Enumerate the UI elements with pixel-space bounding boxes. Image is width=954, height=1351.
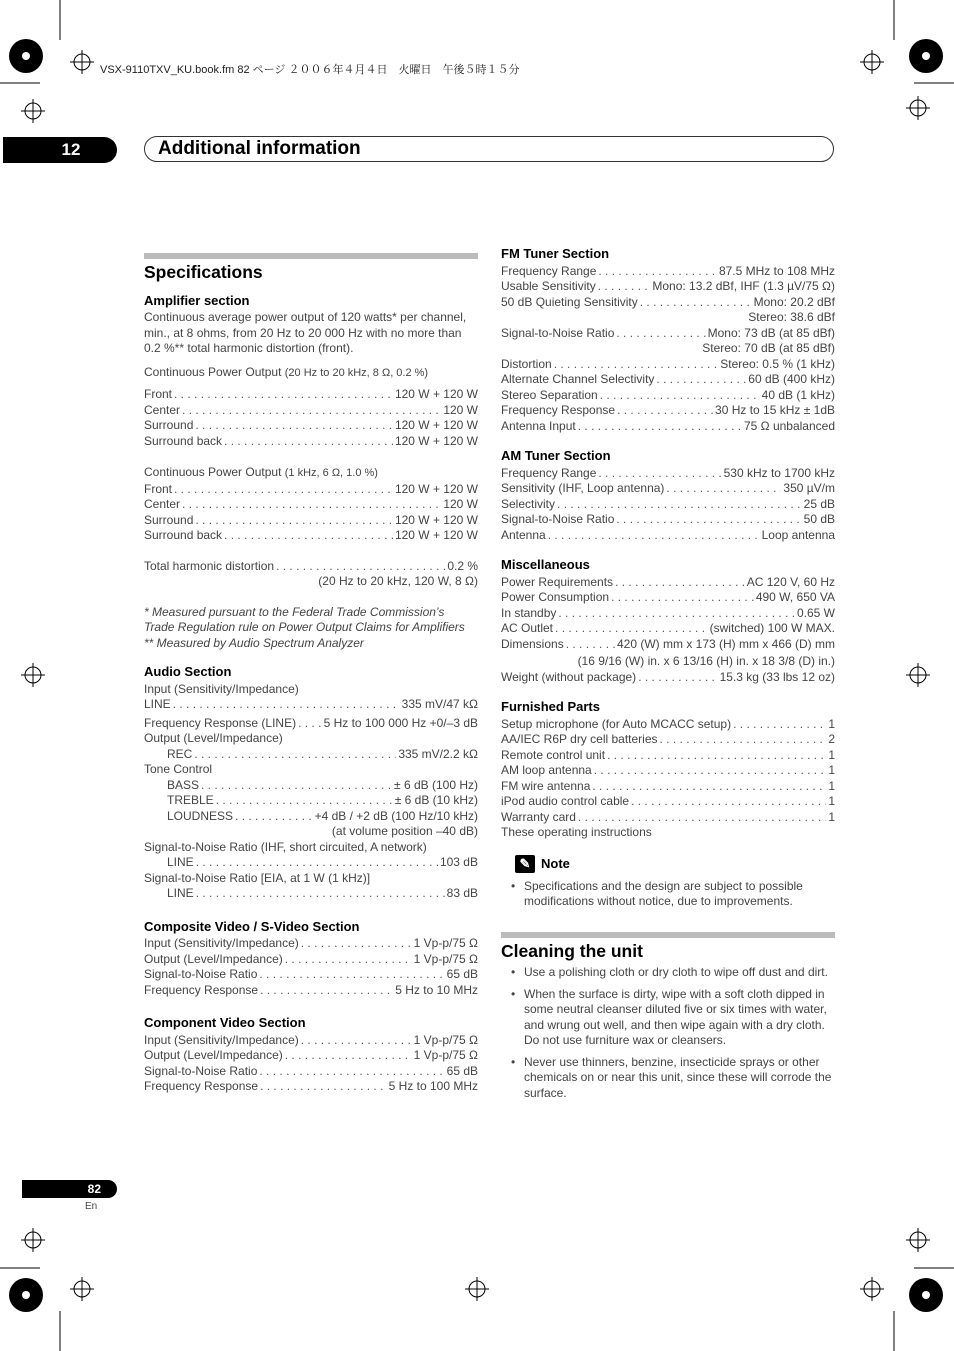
chapter-number-tab [3, 137, 117, 163]
amplifier-heading: Amplifier section [144, 292, 250, 308]
spec-row: Dimensions . . . 420 (W) mm x 173 (H) mm x 466 (D) mm [501, 637, 835, 653]
spec-row: Power Requirements . . . AC 120 V, 60 Hz [501, 575, 835, 591]
spec-row: LINE . . . 83 dB [144, 886, 478, 902]
audio-input-label: Input (Sensitivity/Impedance) [144, 681, 299, 696]
spec-row: Sensitivity (IHF, Loop antenna) . . . 350 µV/m [501, 481, 835, 497]
spec-row: AC Outlet . . . (switched) 100 W MAX. [501, 621, 835, 637]
right-column [501, 246, 835, 1107]
cleaning-list [501, 965, 835, 1101]
spec-row: 50 dB Quieting Sensitivity . . . Mono: 20.2 dBf [501, 295, 835, 311]
spec-row: FM wire antenna . . . 1 [501, 779, 835, 795]
spec-row: Power Consumption . . . 490 W, 650 VA [501, 590, 835, 606]
spec-row: BASS . . . ± 6 dB (100 Hz) [144, 778, 478, 794]
spec-row: Remote control unit . . . 1 [501, 748, 835, 764]
spec-row: LINE . . . 103 dB [144, 855, 478, 871]
thd-row: Total harmonic distortion . . . 0.2 % [144, 559, 478, 575]
cleaning-title: Cleaning the unit [501, 940, 643, 961]
spec-row: Stereo Separation . . . 40 dB (1 kHz) [501, 388, 835, 404]
fm-heading: FM Tuner Section [501, 246, 610, 261]
spec-row: In standby . . . 0.65 W [501, 606, 835, 622]
spec-row: Frequency Response . . . 5 Hz to 10 MHz [144, 983, 478, 999]
spec-row: Frequency Response . . . 5 Hz to 100 MHz [144, 1079, 478, 1095]
spec-row: Distortion . . . Stereo: 0.5 % (1 kHz) [501, 357, 835, 373]
footnote-2: ** Measured by Audio Spectrum Analyzer [144, 635, 364, 650]
spec-row: LINE . . . 335 mV/47 kΩ [144, 697, 478, 713]
tone-control-label: Tone Control [144, 762, 213, 776]
list-item: • Specifications and the design are subject to possible modifications without notice, due to improvements. [501, 879, 835, 910]
dimensions-inches: (16 9/16 (W) in. x 6 13/16 (H) in. x 18 3/8 (D) in.) [577, 654, 835, 668]
cpo2-heading: Continuous Power Output (1 kHz, 6 Ω, 1.0 %) [144, 465, 378, 479]
quieting-stereo: Stereo: 38.6 dBf [748, 310, 835, 324]
pencil-icon: ✎ [515, 855, 535, 873]
spec-row: Output (Level/Impedance) . . . 1 Vp-p/75 Ω [144, 1048, 478, 1064]
component-table [144, 1033, 478, 1095]
cpo1-table [144, 387, 478, 449]
spec-row: Setup microphone (for Auto MCACC setup) . . . 1 [501, 717, 835, 733]
spec-row: Weight (without package) . . . 15.3 kg (33 lbs 12 oz) [501, 670, 835, 686]
snr1-label: Signal-to-Noise Ratio (IHF, short circuited, A network) [144, 839, 427, 854]
component-heading: Component Video Section [144, 1015, 306, 1030]
chapter-title: Additional information [144, 136, 834, 162]
spec-row: Selectivity . . . 25 dB [501, 497, 835, 513]
spec-row: Surround back . . . 120 W + 120 W [144, 528, 478, 544]
spec-row: Front . . . 120 W + 120 W [144, 482, 478, 498]
spec-row: Frequency Response (LINE) . . . 5 Hz to 100 000 Hz +0/–3 dB [144, 716, 478, 732]
footnote-1: * Measured pursuant to the Federal Trade Commission’s Trade Regulation rule on Power Output Claims for Amplifiers [144, 604, 465, 634]
specifications-title: Specifications [144, 262, 263, 282]
spec-row: iPod audio control cable . . . 1 [501, 794, 835, 810]
spec-row: Center . . . 120 W [144, 497, 478, 513]
spec-row: Signal-to-Noise Ratio . . . 65 dB [144, 1064, 478, 1080]
spec-row: Front . . . 120 W + 120 W [144, 387, 478, 403]
amplifier-intro: Continuous average power output of 120 watts* per channel, min., at 8 ohms, from 20 Hz to 20 000 Hz with no more than 0.2 %** total harmonic distortion (front). [144, 310, 467, 355]
thd-condition: (20 Hz to 20 kHz, 120 W, 8 Ω) [318, 574, 478, 588]
audio-output-label: Output (Level/Impedance) [144, 731, 283, 745]
loudness-condition: (at volume position –40 dB) [331, 824, 478, 838]
snr-stereo: Stereo: 70 dB (at 85 dBf) [702, 341, 835, 355]
section-rule [144, 253, 478, 259]
audio-heading: Audio Section [144, 664, 232, 679]
spec-row: REC . . . 335 mV/2.2 kΩ [144, 747, 478, 763]
list-item: • Never use thinners, benzine, insecticide sprays or other chemicals on or near this unit, since these will corrode the surface. [501, 1055, 835, 1102]
spec-row: Usable Sensitivity . . . Mono: 13.2 dBf, IHF (1.3 µV/75 Ω) [501, 279, 835, 295]
misc-heading: Miscellaneous [501, 557, 590, 572]
furnished-heading: Furnished Parts [501, 699, 600, 714]
composite-heading: Composite Video / S-Video Section [144, 918, 360, 934]
spec-row: Frequency Range . . . 530 kHz to 1700 kHz [501, 466, 835, 482]
spec-row: Input (Sensitivity/Impedance) . . . 1 Vp-p/75 Ω [144, 936, 478, 952]
spec-row: Warranty card . . . 1 [501, 810, 835, 826]
book-file-line: VSX-9110TXV_KU.book.fm 82 ページ ２００６年４月４日 火曜日 午後５時１５分 [100, 64, 520, 76]
spec-row: Frequency Response . . . 30 Hz to 15 kHz ± 1dB [501, 403, 835, 419]
spec-row: Surround back . . . 120 W + 120 W [144, 434, 478, 450]
spec-row: Center . . . 120 W [144, 403, 478, 419]
cpo1-heading: Continuous Power Output (20 Hz to 20 kHz, 8 Ω, 0.2 %) [144, 364, 429, 379]
spec-row: Surround . . . 120 W + 120 W [144, 513, 478, 529]
left-column [144, 253, 478, 1095]
spec-row: AM loop antenna . . . 1 [501, 763, 835, 779]
section-rule [501, 932, 835, 938]
spec-row: Signal-to-Noise Ratio . . . Mono: 73 dB (at 85 dBf) [501, 326, 835, 342]
spec-row: Signal-to-Noise Ratio . . . 50 dB [501, 512, 835, 528]
language-code: En [85, 1201, 98, 1212]
spec-row: Frequency Range . . . 87.5 MHz to 108 MHz [501, 264, 835, 280]
composite-table [144, 936, 478, 998]
page-number: 82 [22, 1180, 117, 1198]
spec-row: Surround . . . 120 W + 120 W [144, 418, 478, 434]
spec-row: Antenna . . . Loop antenna [501, 528, 835, 544]
spec-row: LOUDNESS . . . +4 dB / +2 dB (100 Hz/10 kHz) [144, 809, 478, 825]
spec-row: TREBLE . . . ± 6 dB (10 kHz) [144, 793, 478, 809]
spec-row: AA/IEC R6P dry cell batteries . . . 2 [501, 732, 835, 748]
list-item: • When the surface is dirty, wipe with a soft cloth dipped in some neutral cleanser diluted five or six times with water, and wrung out well, and then wipe again with a dry cloth. Do not use furniture wax or cleansers. [501, 987, 835, 1049]
spec-row: Signal-to-Noise Ratio . . . 65 dB [144, 967, 478, 983]
chapter-number: 12 [61, 140, 81, 159]
am-heading: AM Tuner Section [501, 448, 611, 463]
note-list [501, 879, 835, 910]
note-heading: ✎ Note [515, 855, 835, 873]
spec-row: Input (Sensitivity/Impedance) . . . 1 Vp-p/75 Ω [144, 1033, 478, 1049]
snr2-label: Signal-to-Noise Ratio [EIA, at 1 W (1 kHz)] [144, 870, 371, 885]
cpo2-table [144, 482, 478, 544]
spec-row: Antenna Input . . . 75 Ω unbalanced [501, 419, 835, 435]
spec-row: Alternate Channel Selectivity . . . 60 dB (400 kHz) [501, 372, 835, 388]
spec-row: Output (Level/Impedance) . . . 1 Vp-p/75 Ω [144, 952, 478, 968]
furnished-last-item: These operating instructions [501, 825, 652, 839]
list-item: • Use a polishing cloth or dry cloth to wipe off dust and dirt. [501, 965, 835, 981]
